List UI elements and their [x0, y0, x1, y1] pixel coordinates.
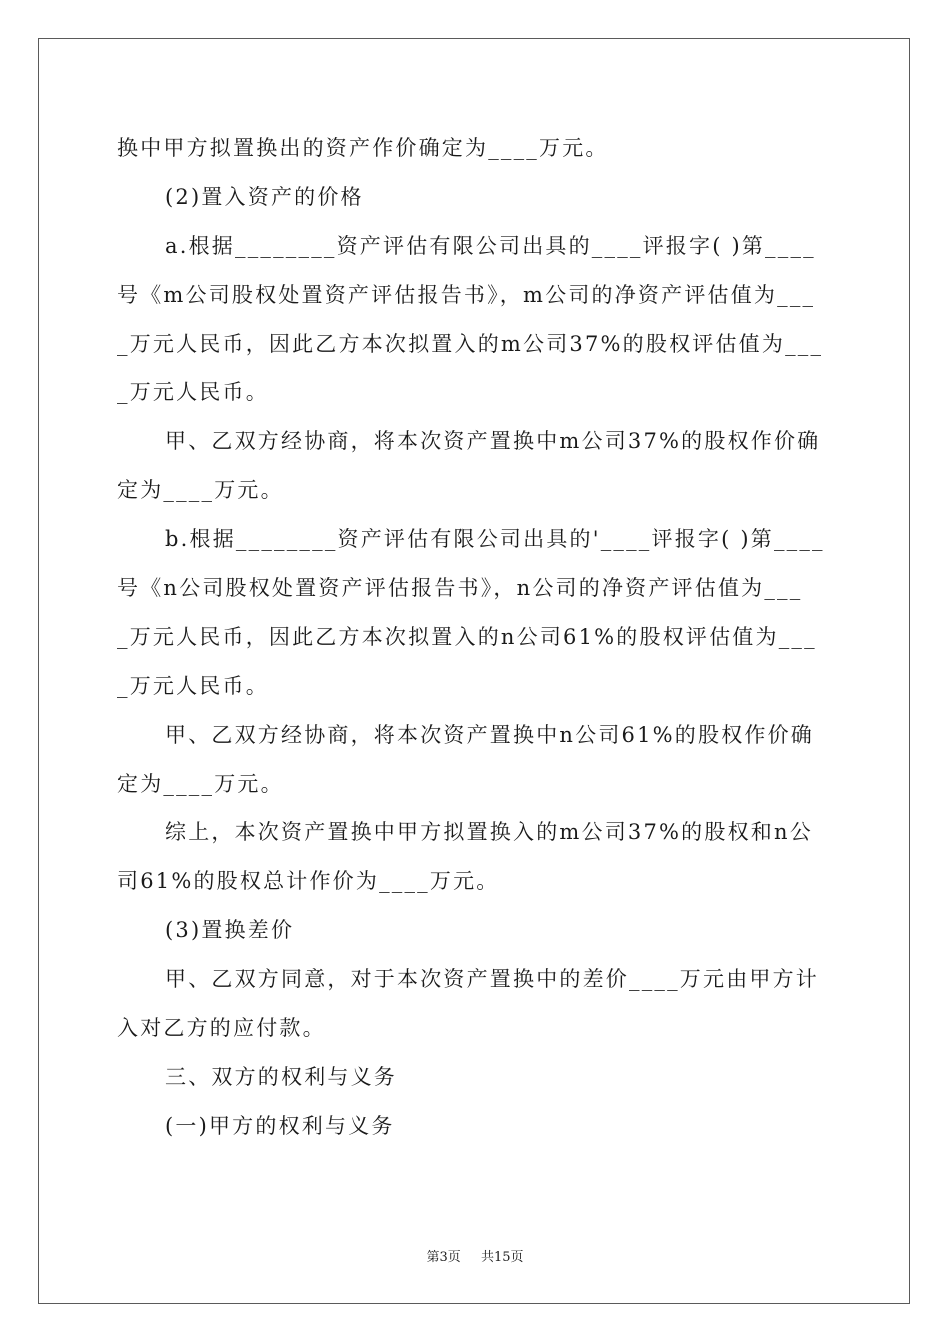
text-line: 司61%的股权总计作价为____万元。 [117, 869, 500, 894]
document-body [117, 124, 833, 1151]
text-line: 三、双方的权利与义务 [165, 1064, 397, 1089]
text-line: b.根据________资产评估有限公司出具的'____评报字( )第____ [165, 527, 825, 552]
text-line: (3)置换差价 [165, 918, 295, 943]
text-line: a.根据________资产评估有限公司出具的____评报字( )第____ [165, 233, 816, 258]
text-line: _万元人民币。 [117, 380, 269, 405]
text-line: 定为____万元。 [117, 771, 284, 796]
text-line: 换中甲方拟置换出的资产作价确定为____万元。 [117, 136, 609, 160]
text-line: (一)甲方的权利与义务 [165, 1113, 395, 1138]
text-line: 号《m公司股权处置资产评估报告书》，m公司的净资产评估值为___ [117, 282, 816, 307]
text-line: 入对乙方的应付款。 [117, 1016, 326, 1041]
text-line: 号《n公司股权处置资产评估报告书》，n公司的净资产评估值为___ [117, 576, 803, 601]
text-line: _万元人民币。 [117, 673, 269, 698]
page-total: 共15页 [480, 1250, 524, 1265]
page-footer [0, 1246, 950, 1265]
text-line: 定为____万元。 [117, 478, 284, 503]
text-line: 甲、乙双方经协商，将本次资产置换中m公司37%的股权作价确 [165, 429, 821, 454]
text-line: 甲、乙双方经协商，将本次资产置换中n公司61%的股权作价确 [165, 722, 814, 747]
text-line: (2)置入资产的价格 [165, 184, 364, 209]
page-number: 第3页 [426, 1250, 461, 1265]
text-line: _万元人民币，因此乙方本次拟置入的m公司37%的股权评估值为___ [117, 331, 824, 356]
text-line: _万元人民币，因此乙方本次拟置入的n公司61%的股权评估值为___ [117, 624, 817, 649]
text-line: 综上，本次资产置换中甲方拟置换入的m公司37%的股权和n公 [165, 820, 813, 845]
text-line: 甲、乙双方同意，对于本次资产置换中的差价____万元由甲方计 [165, 967, 819, 992]
